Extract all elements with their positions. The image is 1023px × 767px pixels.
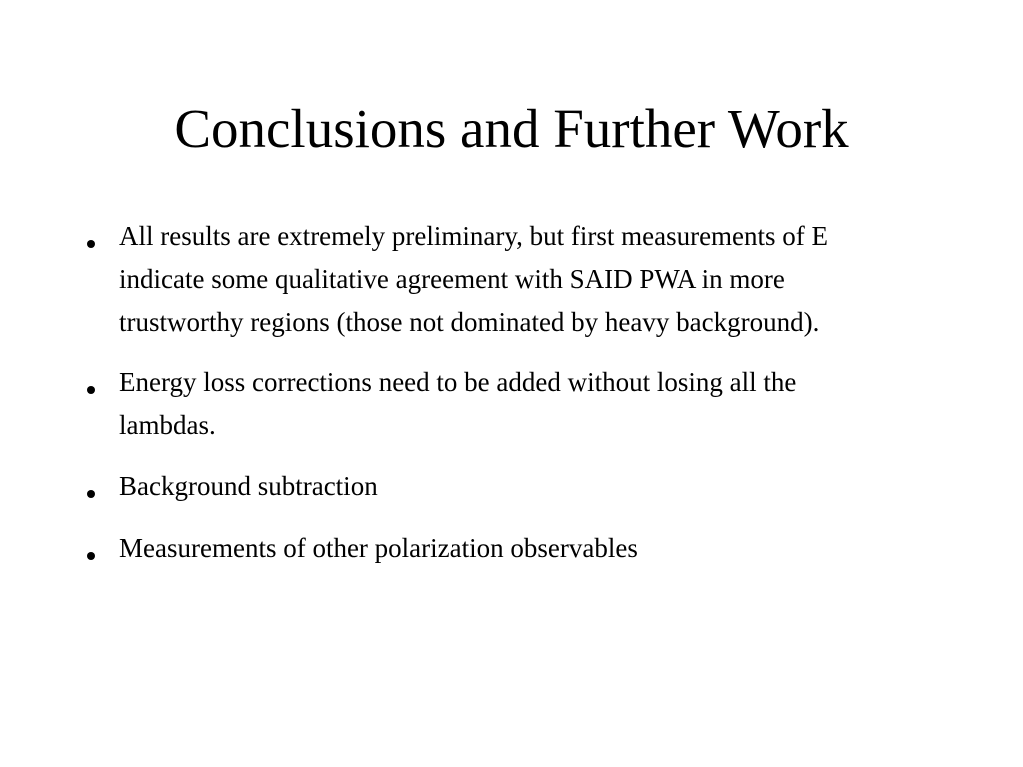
- bullet-line: lambdas.: [119, 410, 216, 440]
- bullet-line: Background subtraction: [119, 471, 378, 501]
- bullet-text: [119, 361, 949, 447]
- bullet-text: [119, 465, 949, 508]
- bullet-text: [119, 527, 949, 570]
- bullet-icon: [87, 386, 95, 394]
- bullet-icon: [87, 552, 95, 560]
- bullet-line: Energy loss corrections need to be added without losing all the: [119, 367, 797, 397]
- slide-title: Conclusions and Further Work: [174, 98, 849, 159]
- bullet-line: trustworthy regions (those not dominated by heavy background).: [119, 307, 820, 337]
- bullet-text: [119, 215, 949, 344]
- bullet-icon: [87, 240, 95, 248]
- bullet-line: All results are extremely preliminary, but first measurements of E: [119, 221, 829, 251]
- bullet-line: Measurements of other polarization observables: [119, 533, 638, 563]
- bullet-line: indicate some qualitative agreement with SAID PWA in more: [119, 264, 785, 294]
- bullet-icon: [87, 490, 95, 498]
